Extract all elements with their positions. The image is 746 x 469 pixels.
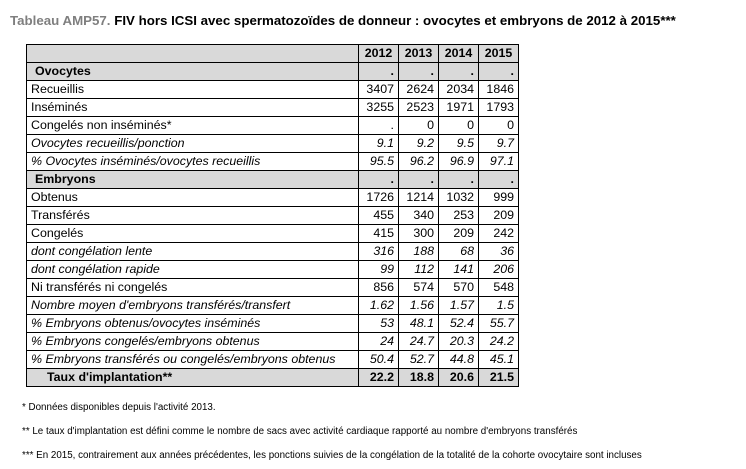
cell-value: 0	[479, 117, 519, 135]
cell-value: 1214	[399, 189, 439, 207]
cell-value: 1726	[359, 189, 399, 207]
table-caption: FIV hors ICSI avec spermatozoïdes de donneur : ovocytes et embryons de 2012 à 2015***	[114, 13, 676, 28]
table-row	[27, 261, 519, 279]
cell-value: 0	[439, 117, 479, 135]
header-year: 2014	[439, 45, 479, 63]
cell-value: 18.8	[399, 369, 439, 387]
cell-value: 856	[359, 279, 399, 297]
cell-value: 1032	[439, 189, 479, 207]
cell-value: 45.1	[479, 351, 519, 369]
row-label: Ovocytes	[27, 63, 359, 81]
row-label: Taux d'implantation**	[27, 369, 359, 387]
row-label: Congelés	[27, 225, 359, 243]
table-title	[10, 13, 676, 28]
row-label: Ovocytes recueillis/ponction	[27, 135, 359, 153]
cell-value: 1793	[479, 99, 519, 117]
row-label: Congelés non inséminés*	[27, 117, 359, 135]
cell-value: 242	[479, 225, 519, 243]
row-label: % Embryons transférés ou congelés/embryons obtenus	[27, 351, 359, 369]
cell-value: .	[359, 117, 399, 135]
row-label: % Embryons congelés/embryons obtenus	[27, 333, 359, 351]
cell-value: .	[359, 63, 399, 81]
table-row	[27, 189, 519, 207]
cell-value: 415	[359, 225, 399, 243]
row-label: dont congélation lente	[27, 243, 359, 261]
data-table	[26, 44, 519, 387]
cell-value: .	[479, 63, 519, 81]
cell-value: .	[399, 171, 439, 189]
table-row	[27, 99, 519, 117]
row-label: % Embryons obtenus/ovocytes inséminés	[27, 315, 359, 333]
cell-value: 44.8	[439, 351, 479, 369]
cell-value: 99	[359, 261, 399, 279]
table-row	[27, 351, 519, 369]
cell-value: 1846	[479, 81, 519, 99]
cell-value: 24.2	[479, 333, 519, 351]
cell-value: 3407	[359, 81, 399, 99]
header-corner	[27, 45, 359, 63]
cell-value: 9.5	[439, 135, 479, 153]
cell-value: 20.3	[439, 333, 479, 351]
total-row	[27, 369, 519, 387]
cell-value: 141	[439, 261, 479, 279]
cell-value: 22.2	[359, 369, 399, 387]
header-row	[27, 45, 519, 63]
cell-value: 21.5	[479, 369, 519, 387]
cell-value: 574	[399, 279, 439, 297]
cell-value: 48.1	[399, 315, 439, 333]
row-label: Embryons	[27, 171, 359, 189]
cell-value: 53	[359, 315, 399, 333]
cell-value: 1971	[439, 99, 479, 117]
cell-value: 316	[359, 243, 399, 261]
row-label: Nombre moyen d'embryons transférés/transfert	[27, 297, 359, 315]
footnote-2: ** Le taux d'implantation est défini comme le nombre de sacs avec activité cardiaque rapporté au nombre d'embryons transférés	[22, 426, 578, 437]
table-row	[27, 207, 519, 225]
cell-value: 9.1	[359, 135, 399, 153]
cell-value: 96.9	[439, 153, 479, 171]
cell-value: 20.6	[439, 369, 479, 387]
cell-value: 52.7	[399, 351, 439, 369]
cell-value: 112	[399, 261, 439, 279]
footnote-1: * Données disponibles depuis l'activité 2013.	[22, 402, 216, 413]
table-row	[27, 135, 519, 153]
cell-value: 55.7	[479, 315, 519, 333]
cell-value: 95.5	[359, 153, 399, 171]
cell-value: 253	[439, 207, 479, 225]
cell-value: .	[359, 171, 399, 189]
row-label: Recueillis	[27, 81, 359, 99]
cell-value: 96.2	[399, 153, 439, 171]
row-label: Inséminés	[27, 99, 359, 117]
table-row	[27, 117, 519, 135]
cell-value: 188	[399, 243, 439, 261]
header-year: 2015	[479, 45, 519, 63]
cell-value: 9.2	[399, 135, 439, 153]
row-label: % Ovocytes inséminés/ovocytes recueillis	[27, 153, 359, 171]
cell-value: 455	[359, 207, 399, 225]
table-row	[27, 243, 519, 261]
header-year: 2013	[399, 45, 439, 63]
row-label: Transférés	[27, 207, 359, 225]
cell-value: 548	[479, 279, 519, 297]
table-row	[27, 279, 519, 297]
cell-value: .	[439, 171, 479, 189]
cell-value: 209	[439, 225, 479, 243]
table-row	[27, 315, 519, 333]
cell-value: 0	[399, 117, 439, 135]
row-label: Ni transférés ni congelés	[27, 279, 359, 297]
cell-value: 2624	[399, 81, 439, 99]
footnote-3: *** En 2015, contrairement aux années précédentes, les ponctions suivies de la congélation de la totalité de la cohorte ovocytaire sont incluses	[22, 450, 642, 461]
cell-value: 300	[399, 225, 439, 243]
cell-value: 1.62	[359, 297, 399, 315]
cell-value: 3255	[359, 99, 399, 117]
table-number: Tableau AMP57.	[10, 13, 111, 28]
table-row	[27, 81, 519, 99]
cell-value: 24.7	[399, 333, 439, 351]
cell-value: 570	[439, 279, 479, 297]
cell-value: 209	[479, 207, 519, 225]
cell-value: .	[399, 63, 439, 81]
cell-value: 36	[479, 243, 519, 261]
cell-value: 50.4	[359, 351, 399, 369]
cell-value: .	[439, 63, 479, 81]
table-row	[27, 225, 519, 243]
cell-value: 2523	[399, 99, 439, 117]
cell-value: 9.7	[479, 135, 519, 153]
cell-value: 52.4	[439, 315, 479, 333]
cell-value: 999	[479, 189, 519, 207]
cell-value: 1.57	[439, 297, 479, 315]
cell-value: 340	[399, 207, 439, 225]
cell-value: 97.1	[479, 153, 519, 171]
cell-value: 1.56	[399, 297, 439, 315]
table-body	[27, 63, 519, 387]
cell-value: 1.5	[479, 297, 519, 315]
row-label: Obtenus	[27, 189, 359, 207]
cell-value: 24	[359, 333, 399, 351]
row-label: dont congélation rapide	[27, 261, 359, 279]
section-row	[27, 63, 519, 81]
cell-value: 2034	[439, 81, 479, 99]
cell-value: .	[479, 171, 519, 189]
section-row	[27, 171, 519, 189]
cell-value: 206	[479, 261, 519, 279]
table-row	[27, 333, 519, 351]
table-row	[27, 153, 519, 171]
cell-value: 68	[439, 243, 479, 261]
table-row	[27, 297, 519, 315]
header-year: 2012	[359, 45, 399, 63]
